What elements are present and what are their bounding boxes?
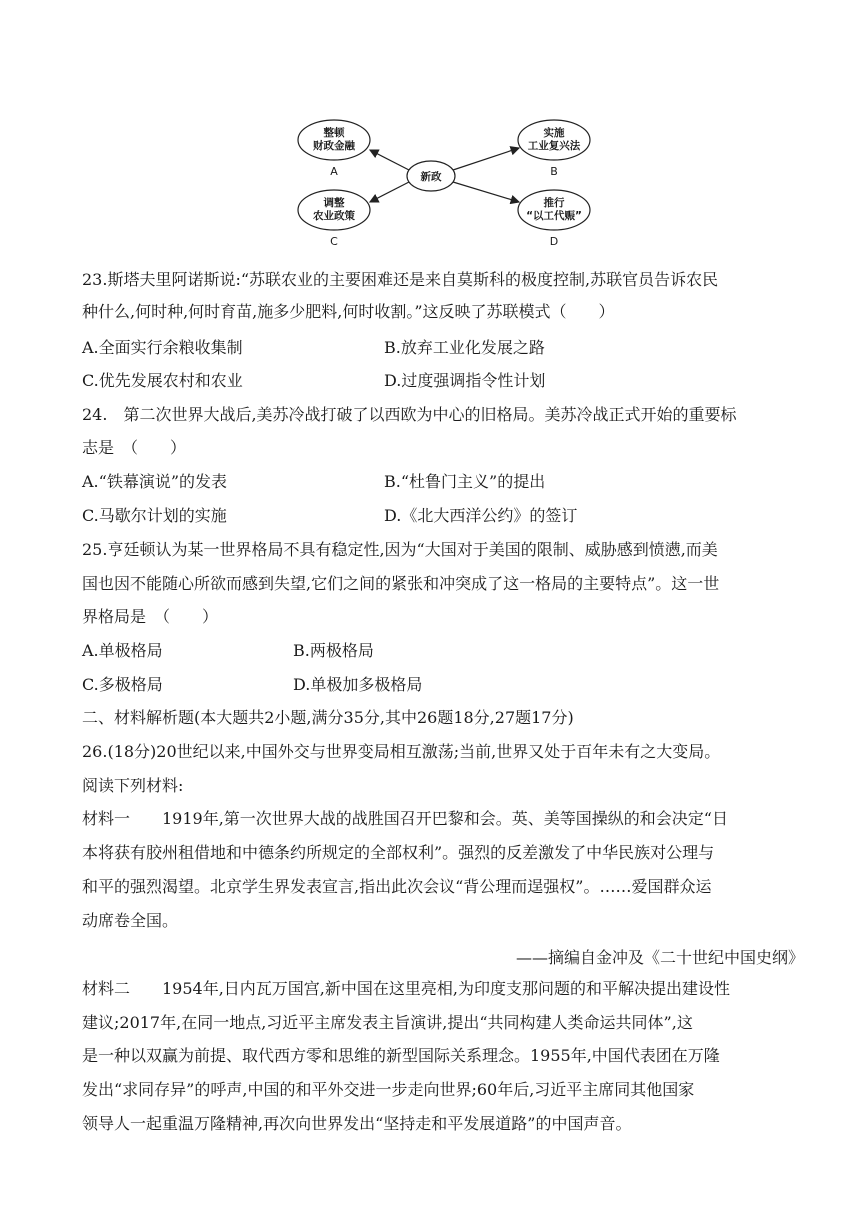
node-c-line1: 调整 [323,197,345,209]
q25-option-a: A.单极格局 [82,641,163,660]
material1-line1: 材料一 1919年,第一次世界大战的战胜国召开巴黎和会。英、美等国操纵的和会决定“日 [82,809,728,828]
node-c-line2: 农业政策 [313,210,355,222]
q25-option-d: D.单极加多极格局 [293,675,423,694]
q25-stem-line2: 国也因不能随心所欲而感到失望,它们之间的紧张和冲突成了这一格局的主要特点”。这一世 [82,574,720,593]
q23-stem-line2: 种什么,何时种,何时育苗,施多少肥料,何时收割。”这反映了苏联模式（ ） [82,302,615,321]
node-a-line1: 整顿 [323,127,345,139]
arrow-to-b [453,148,519,170]
node-d-line1: 推行 [543,197,565,209]
material2-line4: 发出“求同存异”的呼声,中国的和平外交进一步走向世界;60年后,习近平主席同其他国家 [82,1080,695,1099]
node-a-line2: 财政金融 [313,140,355,152]
center-label: 新政 [420,171,442,183]
q25-option-b: B.两极格局 [293,641,374,660]
q26-stem-line2: 阅读下列材料: [82,776,184,795]
q24-option-a: A.“铁幕演说”的发表 [82,472,228,491]
node-a-letter: A [330,165,338,178]
material2-line1: 材料二 1954年,日内瓦万国宫,新中国在这里亮相,为印度支那问题的和平解决提出建设性 [82,979,730,998]
q24-option-b: B.“杜鲁门主义”的提出 [384,472,546,491]
material2-line5: 领导人一起重温万隆精神,再次向世界发出“坚持走和平发展道路”的中国声音。 [82,1114,632,1133]
node-b-letter: B [550,165,558,178]
node-d-letter: D [549,235,559,248]
material2-line3: 是一种以双赢为前提、取代西方零和思维的新型国际关系理念。1955年,中国代表团在万隆 [82,1046,720,1065]
material1-source: ——摘编自金冲及《二十世纪中国史纲》 [515,948,804,967]
q23-option-c: C.优先发展农村和农业 [82,371,243,390]
q25-stem-line3: 界格局是 （ ） [82,607,219,626]
node-b-line1: 实施 [543,127,565,139]
material1-line3: 和平的强烈渴望。北京学生界发表宣言,指出此次会议“背公理而逞强权”。……爱国群众运 [82,877,712,896]
q24-stem-line1: 24. 第二次世界大战后,美苏冷战打破了以西欧为中心的旧格局。美苏冷战正式开始的重要标 [82,405,737,424]
q24-option-d: D.《北大西洋公约》的签订 [384,506,578,525]
new-deal-diagram [292,118,597,253]
node-c-letter: C [330,235,338,248]
q23-option-a: A.全面实行余粮收集制 [82,338,243,357]
q24-option-c: C.马歇尔计划的实施 [82,506,227,525]
section2-heading: 二、材料解析题(本大题共2小题,满分35分,其中26题18分,27题17分) [82,708,574,727]
material1-line4: 动席卷全国。 [82,911,179,930]
material1-line2: 本将获有胶州租借地和中德条约所规定的全部权利”。强烈的反差激发了中华民族对公理与 [82,843,715,862]
arrow-to-d [453,182,519,202]
arrow-to-a [370,150,409,170]
q23-option-d: D.过度强调指令性计划 [384,371,546,390]
q23-stem-line1: 23.斯塔夫里阿诺斯说:“苏联农业的主要困难还是来自莫斯科的极度控制,苏联官员告诉农民 [82,270,719,289]
q25-option-c: C.多极格局 [82,675,163,694]
q24-stem-line2: 志是 （ ） [82,438,187,457]
arrow-to-c [370,182,409,202]
q26-stem-line1: 26.(18分)20世纪以来,中国外交与世界变局相互激荡;当前,世界又处于百年未有之大变局。 [82,742,721,761]
q25-stem-line1: 25.亨廷顿认为某一世界格局不具有稳定性,因为“大国对于美国的限制、威胁感到愤懑,而美 [82,540,718,559]
node-d-line2: “以工代赈” [526,210,582,222]
material2-line2: 建议;2017年,在同一地点,习近平主席发表主旨演讲,提出“共同构建人类命运共同体”,这 [82,1013,693,1032]
q23-option-b: B.放弃工业化发展之路 [384,338,545,357]
node-b-line2: 工业复兴法 [527,140,581,152]
